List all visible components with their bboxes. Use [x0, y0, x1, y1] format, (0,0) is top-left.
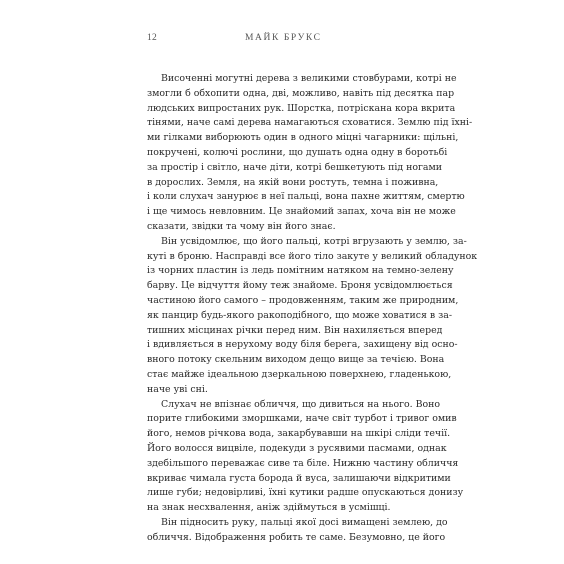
text-line: барву. Це відчуття йому теж знайоме. Броня усвідомлюється: [147, 280, 453, 292]
text-line: як панцир будь-якого ракоподібного, що може ховатися в за-: [147, 309, 453, 321]
text-line: ми гілками виборюють один в одного міцні чагарники: щільні,: [147, 132, 459, 144]
text-line: обличчя. Відображення робить те саме. Безумовно, це його: [147, 531, 446, 543]
text-line: тишних місцинах річки перед ним. Він нахиляється вперед: [147, 324, 443, 336]
text-line: Височенні могутні дерева з великими стовбурами, котрі не: [161, 73, 457, 84]
text-line: і ще чимось невловним. Це знайомий запах, хоча він не може: [147, 206, 456, 218]
text-line: вкриває чимала густа борода й вуса, залишаючи відкритими: [147, 472, 451, 484]
text-line: за простір і світло, наче діти, котрі бешкетують під ногами: [147, 161, 443, 173]
text-line: змогли б обхопити одна, дві, можливо, навіть під десятка пар: [147, 87, 455, 99]
text-line: частиною його самого – продовженням, таким же природним,: [147, 294, 459, 306]
text-line: вного потоку скельним виходом дещо вище за течією. Вона: [147, 354, 445, 366]
page-header: [147, 33, 418, 47]
text-line: стає майже ідеальною дзеркальною поверхнею, гладенькою,: [147, 368, 452, 380]
page-number: 12: [147, 33, 158, 43]
text-line: куті в броню. Насправді все його тіло закуте у великий обладунок: [147, 250, 478, 262]
text-line: наче уві сні.: [147, 383, 208, 395]
text-line: сказати, звідки та чому він його знає.: [147, 220, 336, 232]
text-line: Він усвідомлює, що його пальці, котрі вгрузають у землю, за-: [161, 235, 467, 247]
text-line: порите глибокими зморшками, наче світ турбот і тривог омив: [147, 413, 457, 425]
text-line: Він підносить руку, пальці якої досі вимащені землею, до: [161, 516, 448, 528]
text-line: і коли слухач занурює в неї пальці, вона пахне життям, смертю: [147, 191, 465, 203]
text-line: здебільшого переважає сиве та біле. Нижню частину обличчя: [147, 457, 459, 469]
body-text: [147, 72, 478, 546]
running-title: МАЙК БРУКС: [245, 33, 322, 43]
text-line: тінями, наче самі дерева намагаються сховатися. Землю під їхні-: [147, 117, 473, 129]
text-line: із чорних пластин із ледь помітним натяком на темно-зелену: [147, 265, 454, 277]
text-line: покручені, колючі рослини, що душать одна одну в боротьбі: [147, 146, 448, 158]
text-line: людських випростаних рук. Шорстка, потріскана кора вкрита: [147, 102, 456, 114]
text-line: і вдивляється в нерухому воду біля берега, захищену від осно-: [147, 339, 458, 351]
text-line: в дорослих. Земля, на якій вони ростуть, темна і поживна,: [147, 176, 439, 188]
text-line: на знак несхвалення, аніж здіймуться в усмішці.: [147, 502, 391, 514]
text-line: Його волосся вицвіле, подекуди з русявими пасмами, однак: [147, 442, 447, 454]
text-line: його, немов річкова вода, закарбувавши на шкірі сліди течії.: [147, 428, 451, 440]
text-line: Слухач не впізнає обличчя, що дивиться на нього. Воно: [161, 398, 441, 410]
text-line: лише губи; недовірливі, їхні кутики радше опускаються донизу: [147, 487, 464, 499]
